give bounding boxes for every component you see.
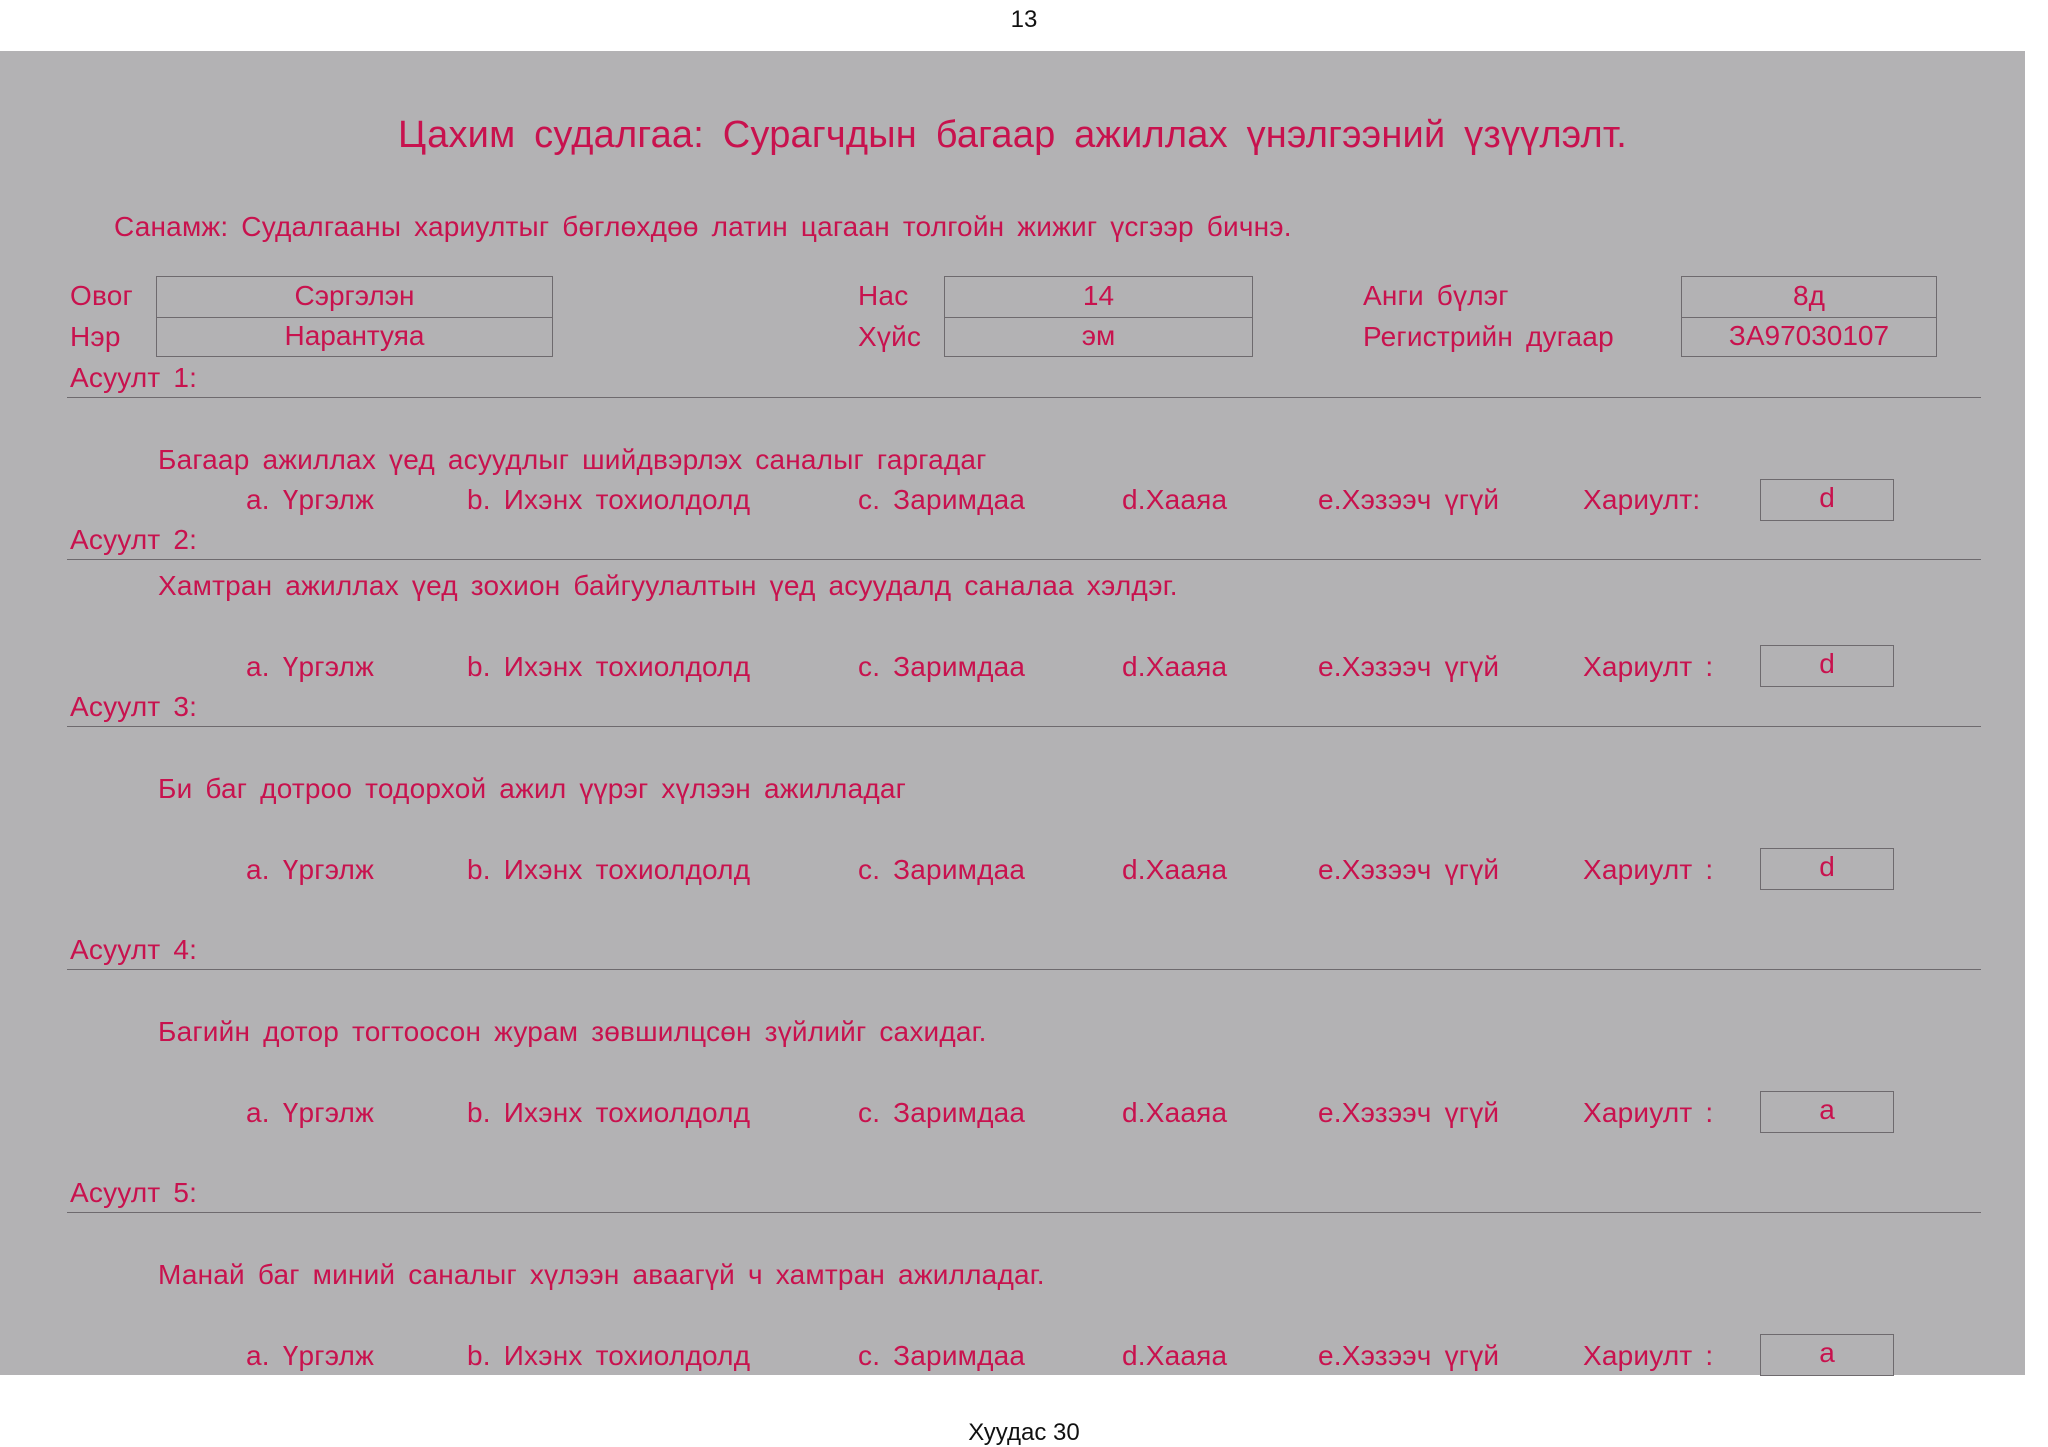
- question-3-label: Асуулт 3:: [70, 691, 198, 722]
- question-3-option-b: b. Ихэнх тохиолдолд: [467, 854, 751, 885]
- page-number-top: 13: [1010, 6, 1038, 33]
- question-5-option-c: c. Заримдаа: [858, 1340, 1026, 1371]
- question-5-label: Асуулт 5:: [70, 1177, 198, 1208]
- question-5-text: Манай баг миний саналыг хүлээн аваагүй ч хамтран ажилладаг.: [158, 1259, 1045, 1290]
- form-note: Санамж: Судалгааны хариултыг бөглөхдөө латин цагаан толгойн жижиг үсгээр бичнэ.: [114, 211, 1292, 242]
- question-5-answer-label: Хариулт :: [1583, 1340, 1714, 1371]
- question-2-label: Асуулт 2:: [70, 524, 198, 555]
- question-3-option-a: a. Үргэлж: [246, 854, 375, 885]
- question-4-answer-label: Хариулт :: [1583, 1097, 1714, 1128]
- question-4-option-b: b. Ихэнх тохиолдолд: [467, 1097, 751, 1128]
- register-label: Регистрийн дугаар: [1363, 321, 1614, 352]
- surname-field[interactable]: Сэргэлэн: [156, 276, 553, 318]
- question-4-option-e: e.Хэзээч үгүй: [1318, 1097, 1500, 1128]
- name-label: Нэр: [70, 321, 121, 352]
- question-4-text: Багийн дотор тогтоосон журам зөвшилцсөн зүйлийг сахидаг.: [158, 1016, 987, 1047]
- form-title: Цахим судалгаа: Сурагчдын багаар ажиллах үнэлгээний үзүүлэлт.: [397, 114, 1628, 156]
- question-2-divider: [67, 559, 1981, 560]
- question-2-answer-label: Хариулт :: [1583, 651, 1714, 682]
- question-2-option-b: b. Ихэнх тохиолдолд: [467, 651, 751, 682]
- question-1-text: Багаар ажиллах үед асуудлыг шийдвэрлэх саналыг гаргадаг: [158, 444, 987, 475]
- question-5-option-b: b. Ихэнх тохиолдолд: [467, 1340, 751, 1371]
- question-1-option-c: c. Заримдаа: [858, 484, 1026, 515]
- question-4-option-c: c. Заримдаа: [858, 1097, 1026, 1128]
- surname-label: Овог: [70, 280, 133, 311]
- question-1-answer-label: Хариулт:: [1583, 484, 1701, 515]
- question-3-option-d: d.Хааяа: [1122, 854, 1228, 885]
- question-1-label: Асуулт 1:: [70, 362, 198, 393]
- question-3-answer-field[interactable]: d: [1760, 848, 1894, 890]
- page-footer: Хуудас 30: [968, 1419, 1080, 1446]
- age-field[interactable]: 14: [944, 276, 1253, 318]
- question-3-option-e: e.Хэзээч үгүй: [1318, 854, 1500, 885]
- register-field[interactable]: ЗА97030107: [1681, 317, 1937, 357]
- question-1-option-a: a. Үргэлж: [246, 484, 375, 515]
- question-2-option-a: a. Үргэлж: [246, 651, 375, 682]
- question-5-option-d: d.Хааяа: [1122, 1340, 1228, 1371]
- question-4-option-a: a. Үргэлж: [246, 1097, 375, 1128]
- gender-field[interactable]: эм: [944, 317, 1253, 357]
- question-3-divider: [67, 726, 1981, 727]
- question-1-option-e: e.Хэзээч үгүй: [1318, 484, 1500, 515]
- question-4-answer-field[interactable]: a: [1760, 1091, 1894, 1133]
- question-2-option-d: d.Хааяа: [1122, 651, 1228, 682]
- question-5-option-e: e.Хэзээч үгүй: [1318, 1340, 1500, 1371]
- class-field[interactable]: 8д: [1681, 276, 1937, 318]
- class-label: Анги бүлэг: [1363, 280, 1509, 311]
- question-4-label: Асуулт 4:: [70, 934, 198, 965]
- question-1-divider: [67, 397, 1981, 398]
- question-2-option-c: c. Заримдаа: [858, 651, 1026, 682]
- name-field[interactable]: Нарантуяа: [156, 317, 553, 357]
- survey-form-panel: [0, 51, 2025, 1375]
- question-5-divider: [67, 1212, 1981, 1213]
- age-label: Нас: [858, 280, 909, 311]
- question-5-answer-field[interactable]: a: [1760, 1334, 1894, 1376]
- question-4-option-d: d.Хааяа: [1122, 1097, 1228, 1128]
- question-1-answer-field[interactable]: d: [1760, 479, 1894, 521]
- question-2-text: Хамтран ажиллах үед зохион байгуулалтын үед асуудалд саналаа хэлдэг.: [158, 570, 1178, 601]
- gender-label: Хүйс: [858, 321, 922, 352]
- question-5-option-a: a. Үргэлж: [246, 1340, 375, 1371]
- question-1-option-d: d.Хааяа: [1122, 484, 1228, 515]
- question-3-option-c: c. Заримдаа: [858, 854, 1026, 885]
- question-2-answer-field[interactable]: d: [1760, 645, 1894, 687]
- question-3-text: Би баг дотроо тодорхой ажил үүрэг хүлээн ажилладаг: [158, 773, 907, 804]
- question-2-option-e: e.Хэзээч үгүй: [1318, 651, 1500, 682]
- question-1-option-b: b. Ихэнх тохиолдолд: [467, 484, 751, 515]
- question-4-divider: [67, 969, 1981, 970]
- question-3-answer-label: Хариулт :: [1583, 854, 1714, 885]
